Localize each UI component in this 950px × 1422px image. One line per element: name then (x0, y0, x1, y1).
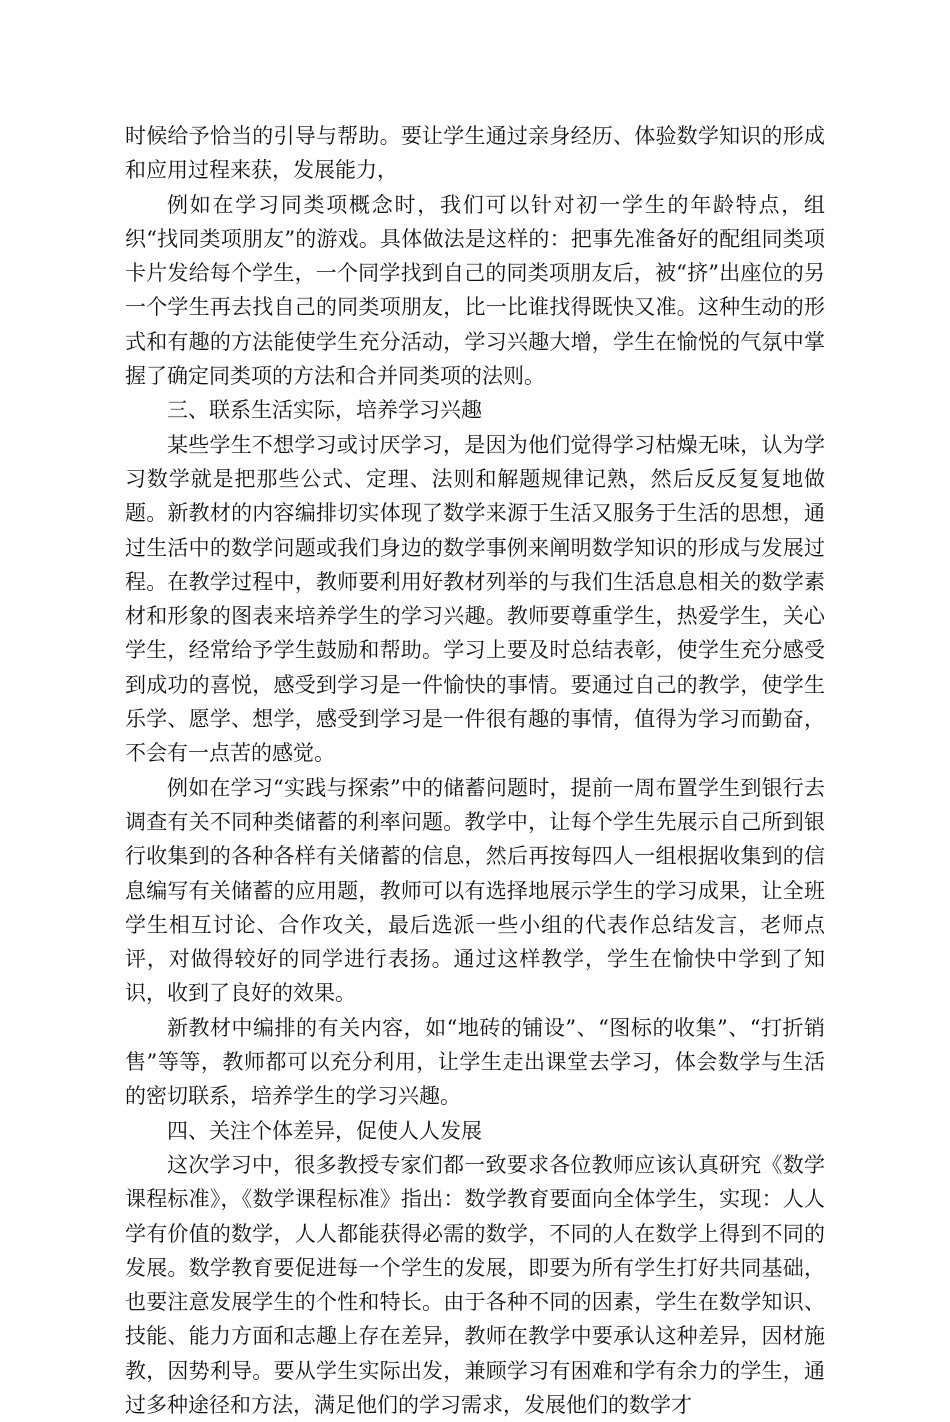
paragraph-example-like-terms: 例如在学习同类项概念时，我们可以针对初一学生的年龄特点，组织“找同类项朋友”的游戏。具体做法是这样的：把事先准备好的配组同类项卡片发给每个学生，一个同学找到自己的同类项朋友后，被“挤”出座位的另一个学生再去找自己的同类项朋友，比一比谁找得既快又准。这种生动的形式和有趣的方法能使学生充分活动，学习兴趣大增，学生在愉悦的气氛中掌握了确定同类项的方法和合并同类项的法则。 (125, 192, 825, 389)
document-page (125, 119, 825, 1422)
paragraph-new-textbook: 新教材中编排的有关内容，如“地砖的铺设”、“图标的收集”、“打折销售”等等，教师都可以充分利用，让学生走出课堂去学习，体会数学与生活的密切联系，培养学生的学习兴趣。 (125, 1015, 825, 1109)
paragraph-continuation: 时候给予恰当的引导与帮助。要让学生通过亲身经历、体验数学知识的形成和应用过程来获，发展能力， (125, 124, 825, 183)
paragraph-life-interest: 某些学生不想学习或讨厌学习，是因为他们觉得学习枯燥无味，认为学习数学就是把那些公式、定理、法则和解题规律记熟，然后反反复复地做题。新教材的内容编排切实体现了数学来源于生活又服务于生活的思想，通过生活中的数学问题或我们身边的数学事例来阐明数学知识的形成与发展过程。在教学过程中，教师要利用好教材列举的与我们生活息息相关的数学素材和形象的图表来培养学生的学习兴趣。教师要尊重学生，热爱学生，关心学生，经常给予学生鼓励和帮助。学习上要及时总结表彰，使学生充分感受到成功的喜悦，感受到学习是一件愉快的事情。要通过自己的教学，使学生乐学、愿学、想学，感受到学习是一件很有趣的事情，值得为学习而勤奋，不会有一点苦的感觉。 (125, 432, 825, 766)
paragraph-individual-differences: 这次学习中，很多教授专家们都一致要求各位教师应该认真研究《数学课程标准》，《数学课程标准》指出：数学教育要面向全体学生，实现：人人学有价值的数学，人人都能获得必需的数学，不同的人在数学上得到不同的发展。数学教育要促进每一个学生的发展，即要为所有学生打好共同基础，也要注意发展学生的个性和特长。由于各种不同的因素，学生在数学知识、技能、能力方面和志趣上存在差异，教师在教学中要承认这种差异，因材施教，因势利导。要从学生实际出发，兼顾学习有困难和学有余力的学生，通过多种途径和方法，满足他们的学习需求，发展他们的数学才 (125, 1152, 825, 1417)
section-heading-4: 四、关注个体差异，促使人人发展 (167, 1118, 482, 1143)
section-heading-3: 三、联系生活实际，培养学习兴趣 (167, 398, 482, 423)
paragraph-example-savings: 例如在学习“实践与探索”中的储蓄问题时，提前一周布置学生到银行去调查有关不同种类储蓄的利率问题。教学中，让每个学生先展示自己所到银行收集到的各种各样有关储蓄的信息，然后再按每四人一组根据收集到的信息编写有关储蓄的应用题，教师可以有选择地展示学生的学习成果，让全班学生相互讨论、合作攻关，最后选派一些小组的代表作总结发言，老师点评，对做得较好的同学进行表扬。通过这样教学，学生在愉快中学到了知识，收到了良好的效果。 (125, 775, 825, 1006)
